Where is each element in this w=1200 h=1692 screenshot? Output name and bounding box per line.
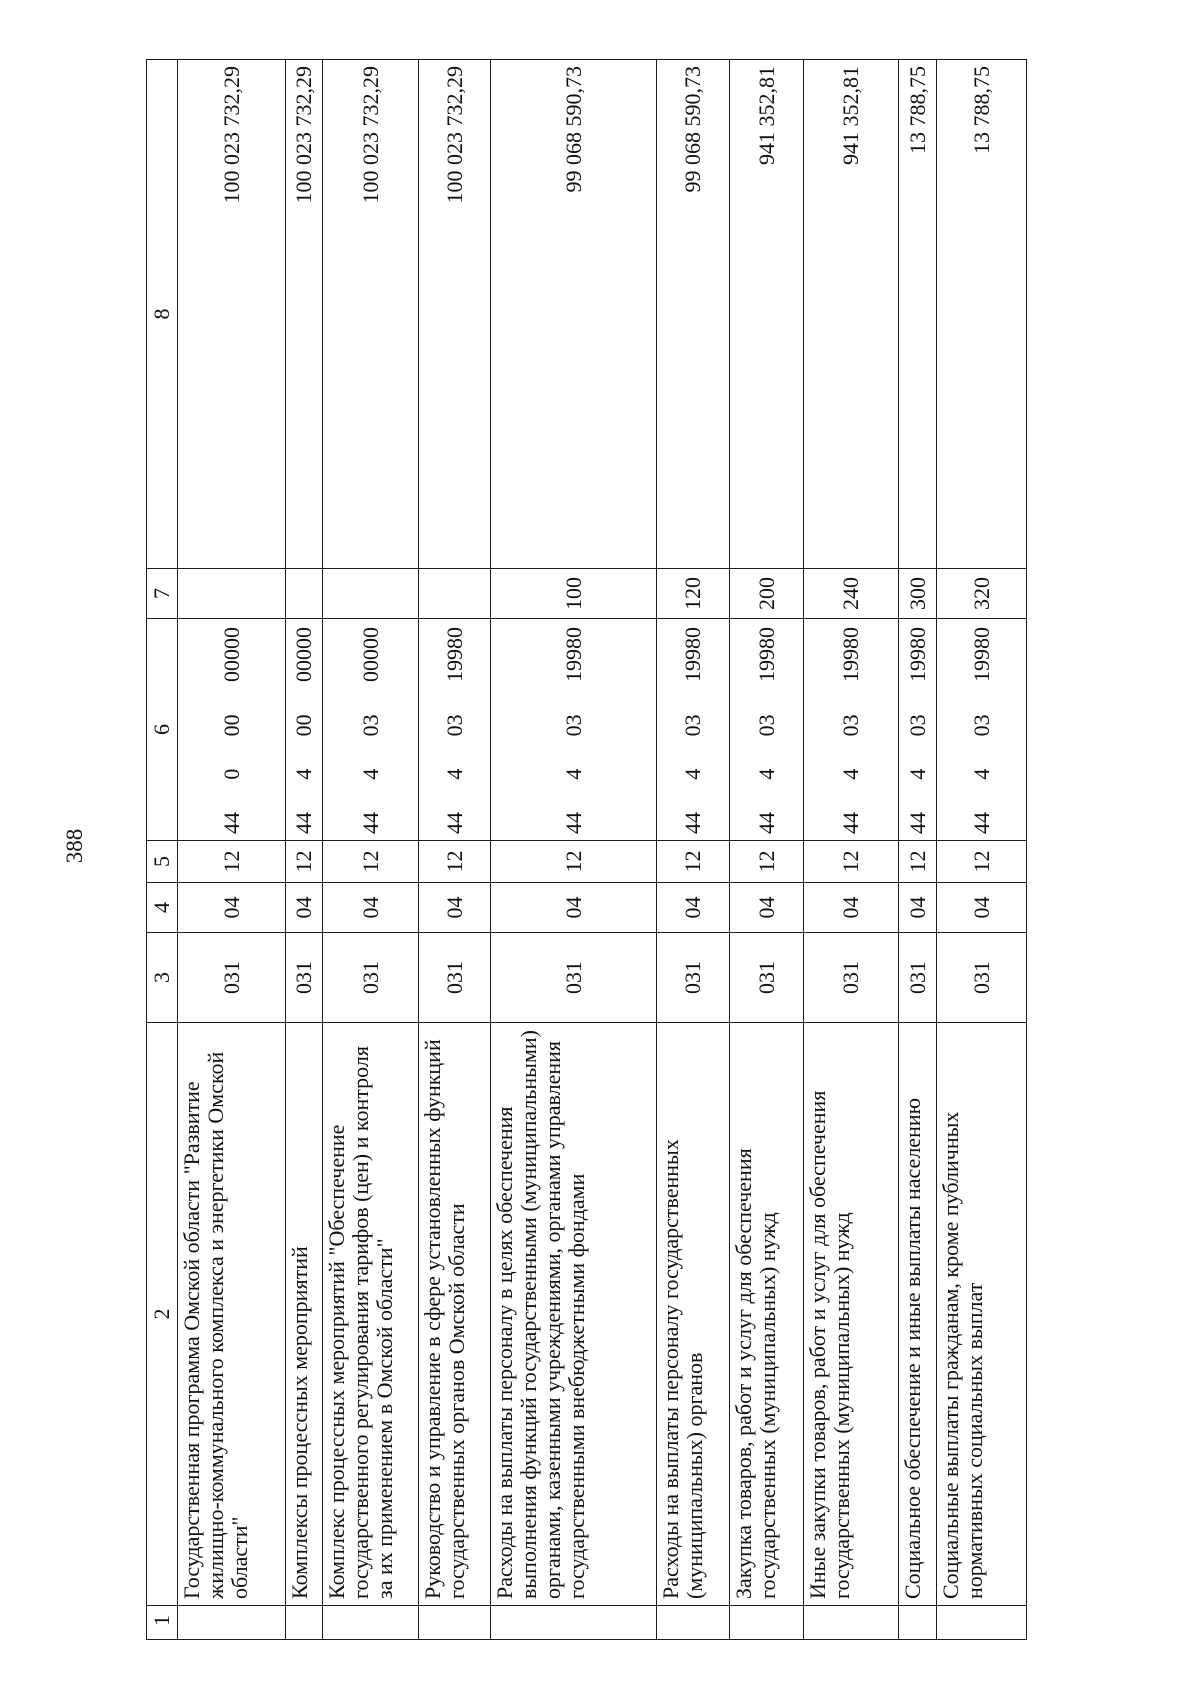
program-code: 44 — [357, 812, 383, 834]
direction-code: 19980 — [968, 627, 994, 683]
table-row — [804, 60, 899, 1640]
direction-code: 19980 — [838, 627, 863, 683]
table-row — [491, 60, 657, 1640]
section-code-cell: 04 — [491, 883, 657, 933]
page-number: 388 — [62, 828, 87, 864]
expense-type-cell: 300 — [899, 569, 937, 619]
amount-cell: 100 023 732,29 — [323, 60, 419, 569]
subprogram-code: 4 — [291, 768, 316, 780]
program-code: 44 — [753, 812, 779, 834]
ministry-code-cell: 031 — [178, 933, 286, 1023]
subsection-code-cell: 12 — [937, 841, 1027, 883]
amount-cell: 100 023 732,29 — [419, 60, 491, 569]
program-code: 44 — [968, 812, 994, 834]
activity-code: 03 — [838, 714, 863, 737]
ministry-code-cell: 031 — [491, 933, 657, 1023]
ministry-code-cell: 031 — [730, 933, 804, 1023]
direction-code: 19980 — [680, 627, 705, 683]
activity-code: 03 — [680, 714, 705, 737]
section-code-cell: 04 — [730, 883, 804, 933]
program-code: 44 — [838, 812, 863, 834]
column-header: 8 — [147, 60, 178, 569]
subsection-code-cell: 12 — [323, 841, 419, 883]
target-article-cell — [491, 619, 657, 841]
table-row — [730, 60, 804, 1640]
expense-type-cell: 240 — [804, 569, 899, 619]
target-article-cell — [804, 619, 899, 841]
amount-cell: 13 788,75 — [899, 60, 937, 569]
direction-code: 00000 — [357, 627, 383, 683]
table-row — [937, 60, 1027, 1640]
expense-type-cell — [323, 569, 419, 619]
expense-type-cell — [178, 569, 286, 619]
expense-name-cell: Социальные выплаты гражданам, кроме публичных нормативных социальных выплат — [937, 1023, 1027, 1606]
section-code-cell: 04 — [937, 883, 1027, 933]
subsection-code-cell: 12 — [730, 841, 804, 883]
ministry-code-cell: 031 — [937, 933, 1027, 1023]
column-header: 6 — [147, 619, 178, 841]
amount-cell: 13 788,75 — [937, 60, 1027, 569]
row-number-cell — [899, 1606, 937, 1640]
expense-type-cell: 120 — [657, 569, 730, 619]
target-article-cell — [323, 619, 419, 841]
section-code-cell: 04 — [419, 883, 491, 933]
expense-name-cell: Социальное обеспечение и иные выплаты населению — [899, 1023, 937, 1606]
subprogram-code: 4 — [680, 768, 705, 780]
direction-code: 00000 — [218, 627, 244, 683]
table-header-row — [147, 60, 178, 1640]
budget-table-container — [146, 60, 1063, 1640]
direction-code: 19980 — [441, 627, 467, 683]
subprogram-code: 4 — [838, 768, 863, 780]
row-number-cell — [657, 1606, 730, 1640]
column-header: 2 — [147, 1023, 178, 1606]
expense-name-cell: Руководство и управление в сфере установленных функций государственных органов Омской области — [419, 1023, 491, 1606]
amount-cell: 100 023 732,29 — [178, 60, 286, 569]
column-header: 3 — [147, 933, 178, 1023]
target-article-cell — [730, 619, 804, 841]
direction-code: 19980 — [904, 627, 930, 683]
target-article-cell — [899, 619, 937, 841]
table-row — [899, 60, 937, 1640]
subprogram-code: 4 — [441, 768, 467, 780]
column-header: 4 — [147, 883, 178, 933]
section-code-cell: 04 — [804, 883, 899, 933]
subprogram-code: 4 — [968, 768, 994, 780]
direction-code: 00000 — [291, 627, 316, 683]
expense-name-cell: Государственная программа Омской области "Развитие жилищно-коммунального комплекса и энергетики Омской области" — [178, 1023, 286, 1606]
expense-type-cell: 200 — [730, 569, 804, 619]
direction-code: 19980 — [560, 627, 586, 683]
row-number-cell — [730, 1606, 804, 1640]
direction-code: 19980 — [753, 627, 779, 683]
amount-cell: 941 352,81 — [804, 60, 899, 569]
activity-code: 03 — [904, 714, 930, 737]
subsection-code-cell: 12 — [419, 841, 491, 883]
program-code: 44 — [291, 812, 316, 834]
ministry-code-cell: 031 — [286, 933, 323, 1023]
section-code-cell: 04 — [323, 883, 419, 933]
row-number-cell — [937, 1606, 1027, 1640]
activity-code: 03 — [753, 714, 779, 737]
program-code: 44 — [560, 812, 586, 834]
subsection-code-cell: 12 — [804, 841, 899, 883]
table-row — [178, 60, 286, 1640]
expense-name-cell: Расходы на выплаты персоналу в целях обеспечения выполнения функций государственными (муниципальными) органами, казенными учреждениями, органами управления государственными внебюджетными фондами — [491, 1023, 657, 1606]
row-number-cell — [419, 1606, 491, 1640]
activity-code: 00 — [291, 714, 316, 737]
amount-cell: 99 068 590,73 — [657, 60, 730, 569]
expense-type-cell — [419, 569, 491, 619]
activity-code: 03 — [560, 714, 586, 737]
activity-code: 03 — [441, 714, 467, 737]
column-header: 7 — [147, 569, 178, 619]
ministry-code-cell: 031 — [899, 933, 937, 1023]
section-code-cell: 04 — [286, 883, 323, 933]
section-code-cell: 04 — [657, 883, 730, 933]
target-article-cell — [286, 619, 323, 841]
table-row — [657, 60, 730, 1640]
expense-name-cell: Закупка товаров, работ и услуг для обеспечения государственных (муниципальных) нужд — [730, 1023, 804, 1606]
ministry-code-cell: 031 — [804, 933, 899, 1023]
subprogram-code: 0 — [218, 768, 244, 780]
subsection-code-cell: 12 — [178, 841, 286, 883]
target-article-cell — [419, 619, 491, 841]
target-article-cell — [937, 619, 1027, 841]
expense-name-cell: Комплекс процессных мероприятий "Обеспечение государственного регулирования тарифов (цен) и контроля за их применением в Омской области" — [323, 1023, 419, 1606]
ministry-code-cell: 031 — [657, 933, 730, 1023]
expense-name-cell: Комплексы процессных мероприятий — [286, 1023, 323, 1606]
subprogram-code: 4 — [904, 768, 930, 780]
row-number-cell — [323, 1606, 419, 1640]
budget-table — [146, 59, 1027, 1640]
section-code-cell: 04 — [899, 883, 937, 933]
expense-type-cell: 320 — [937, 569, 1027, 619]
amount-cell: 99 068 590,73 — [491, 60, 657, 569]
row-number-cell — [804, 1606, 899, 1640]
ministry-code-cell: 031 — [419, 933, 491, 1023]
table-row — [286, 60, 323, 1640]
target-article-cell — [657, 619, 730, 841]
activity-code: 03 — [968, 714, 994, 737]
activity-code: 00 — [218, 714, 244, 737]
amount-cell: 100 023 732,29 — [286, 60, 323, 569]
table-row — [419, 60, 491, 1640]
expense-name-cell: Иные закупки товаров, работ и услуг для обеспечения государственных (муниципальных) нужд — [804, 1023, 899, 1606]
expense-name-cell: Расходы на выплаты персоналу государственных (муниципальных) органов — [657, 1023, 730, 1606]
expense-type-cell — [286, 569, 323, 619]
column-header: 5 — [147, 841, 178, 883]
subsection-code-cell: 12 — [657, 841, 730, 883]
subprogram-code: 4 — [753, 768, 779, 780]
subsection-code-cell: 12 — [286, 841, 323, 883]
program-code: 44 — [680, 812, 705, 834]
expense-type-cell: 100 — [491, 569, 657, 619]
subprogram-code: 4 — [560, 768, 586, 780]
amount-cell: 941 352,81 — [730, 60, 804, 569]
column-header: 1 — [147, 1606, 178, 1640]
ministry-code-cell: 031 — [323, 933, 419, 1023]
subsection-code-cell: 12 — [491, 841, 657, 883]
program-code: 44 — [441, 812, 467, 834]
subprogram-code: 4 — [357, 768, 383, 780]
table-row — [323, 60, 419, 1640]
program-code: 44 — [904, 812, 930, 834]
subsection-code-cell: 12 — [899, 841, 937, 883]
program-code: 44 — [218, 812, 244, 834]
row-number-cell — [286, 1606, 323, 1640]
section-code-cell: 04 — [178, 883, 286, 933]
target-article-cell — [178, 619, 286, 841]
activity-code: 03 — [357, 714, 383, 737]
row-number-cell — [178, 1606, 286, 1640]
row-number-cell — [491, 1606, 657, 1640]
